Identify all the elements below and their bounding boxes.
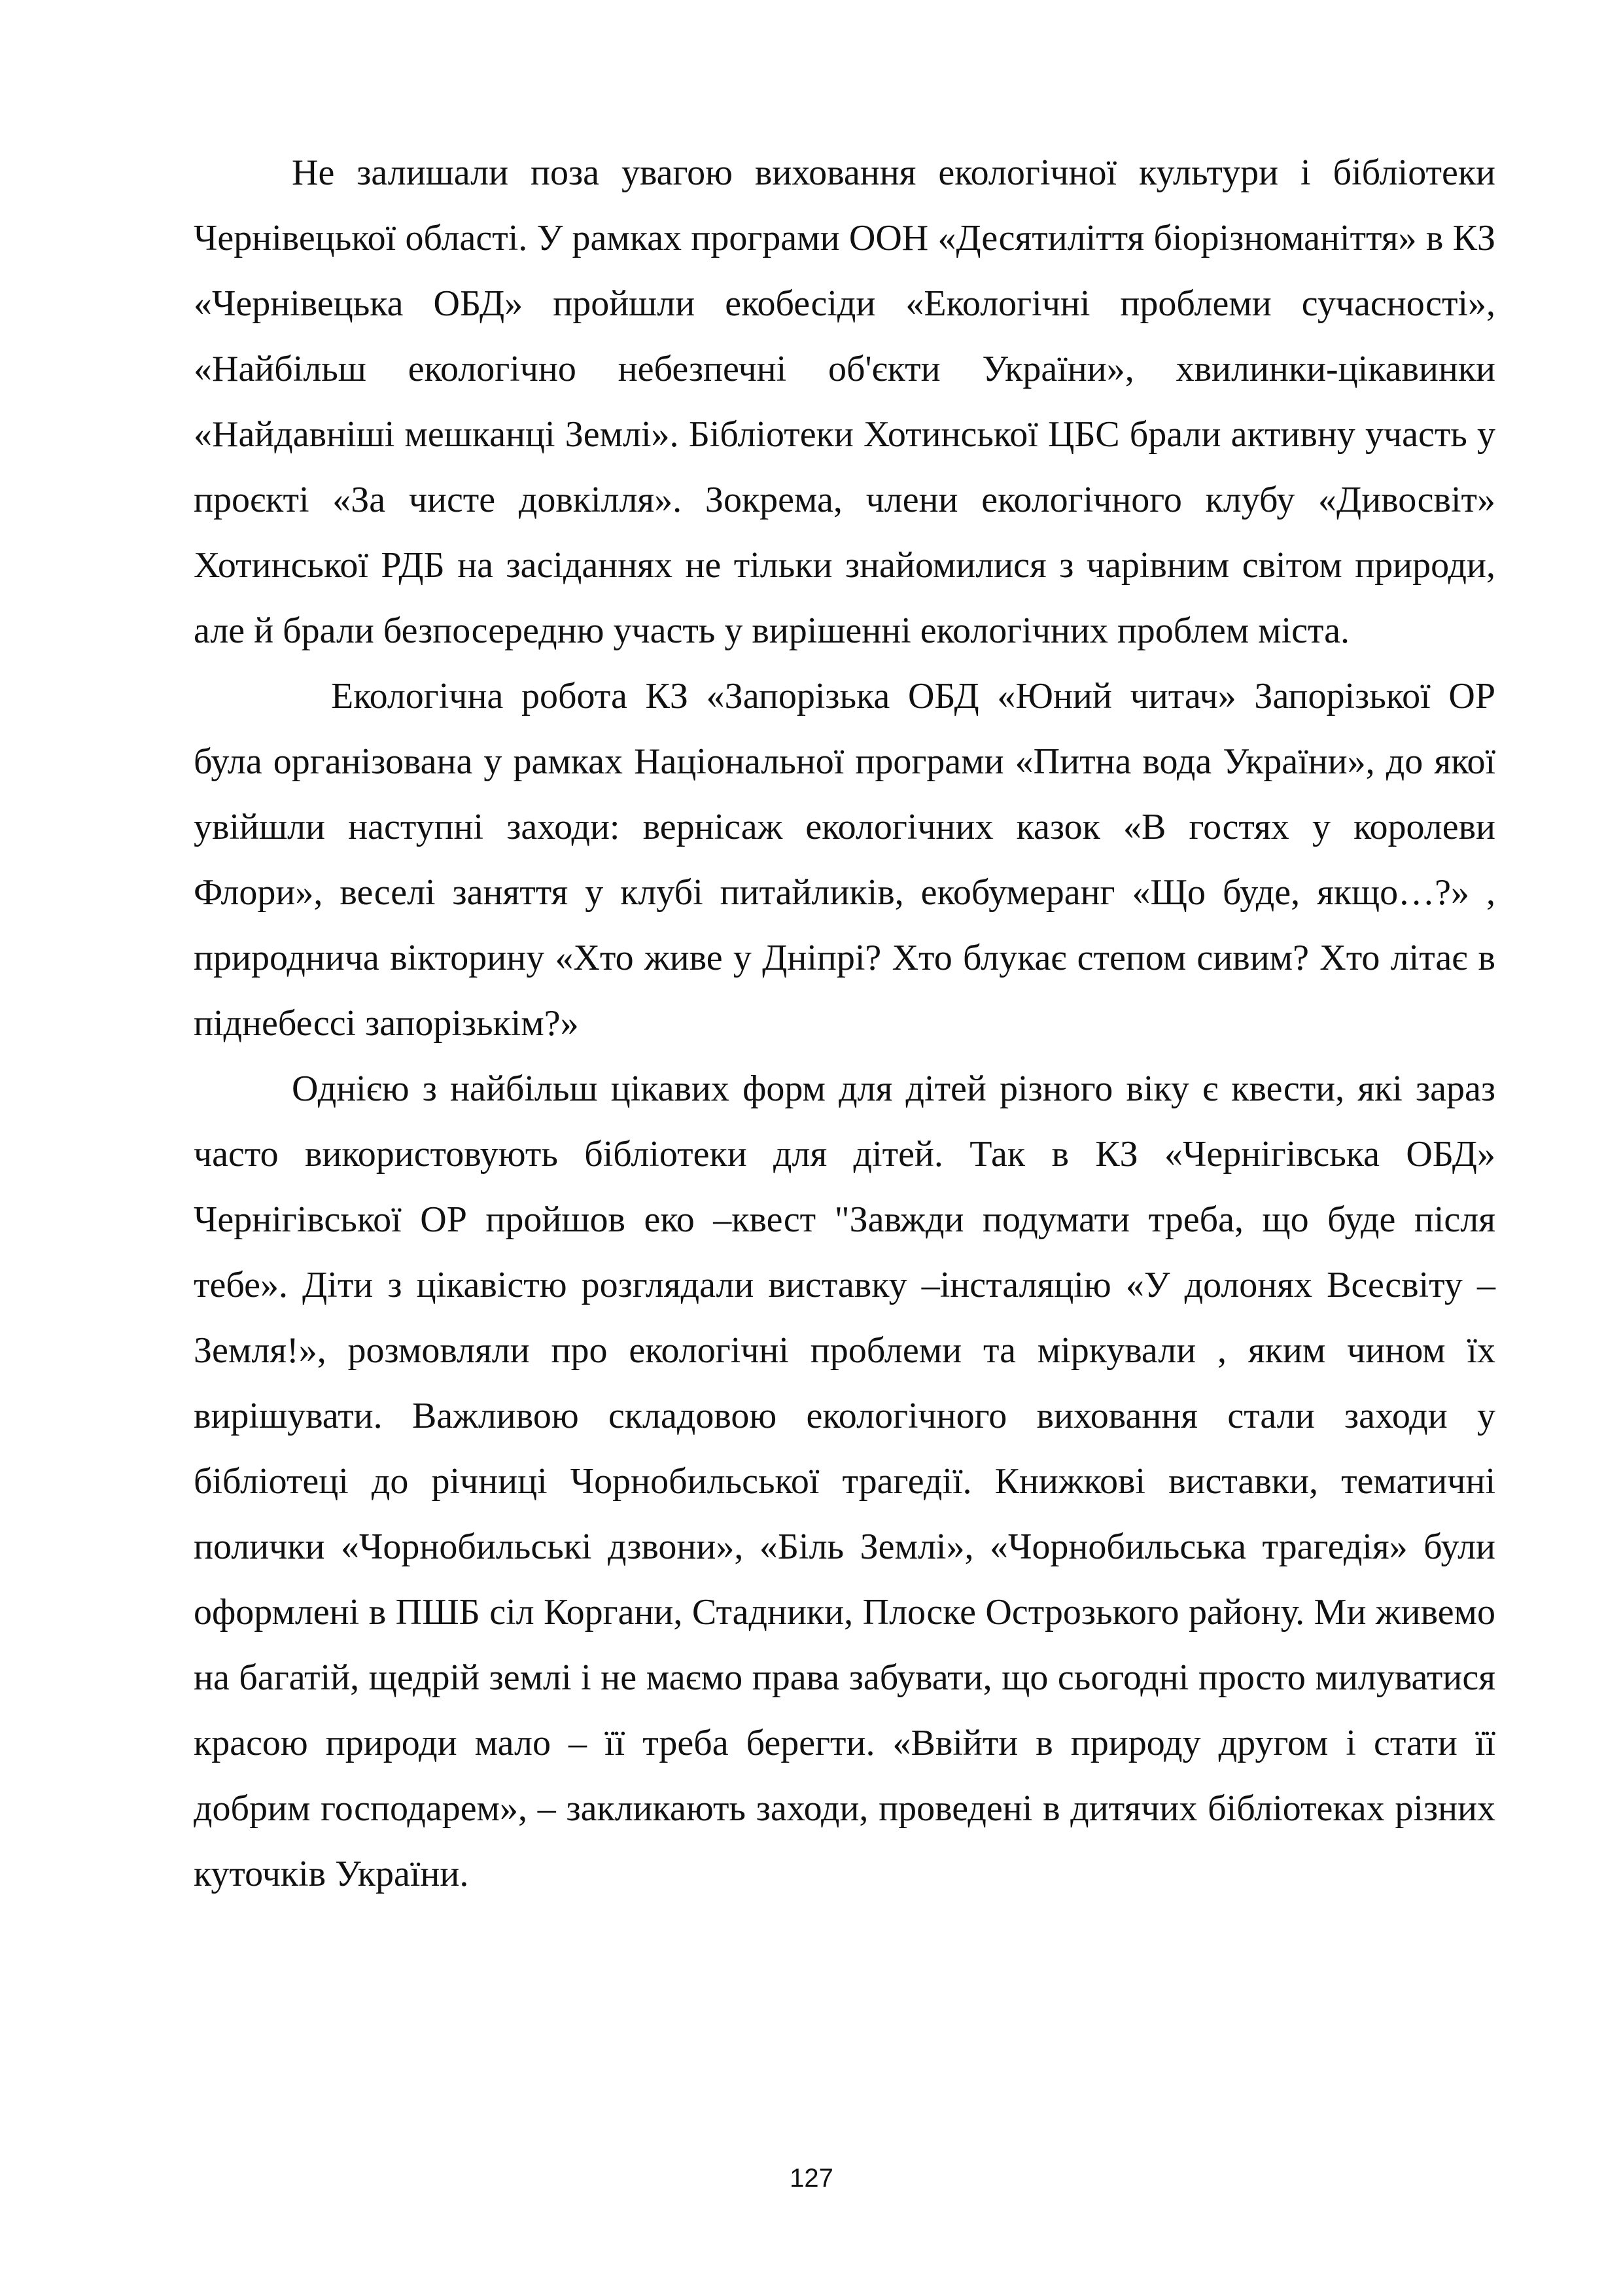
- body-text: [194, 140, 1495, 1907]
- paragraph-chernivtsi: Не залишали поза увагою виховання екологічної культури і бібліотеки Чернівецької області. У рамках програми ООН «Десятиліття біорізноманіття» в КЗ «Чернівецька ОБД» пройшли екобесіди «Екологічні проблеми сучасності», «Найбільш екологічно небезпечні об'єкти України», хвилинки-цікавинки «Найдавніші мешканці Землі». Бібліотеки Хотинської ЦБС брали активну участь у проєкті «За чисте довкілля». Зокрема, члени екологічного клубу «Дивосвіт» Хотинської РДБ на засіданнях не тільки знайомилися з чарівним світом природи, але й брали безпосередню участь у вирішенні екологічних проблем міста.: [194, 152, 1495, 651]
- paragraph-zaporizhzhia: Екологічна робота КЗ «Запорізька ОБД «Юний читач» Запорізької ОР була організована у рамках Національної програми «Питна вода України», до якої увійшли наступні заходи: вернісаж екологічних казок «В гостях у королеви Флори», веселі заняття у клубі питайликів, екобумеранг «Що буде, якщо…?» , природнича вікторину «Хто живе у Дніпрі? Хто блукає степом сивим? Хто літає в піднебессі запорізькім?»: [194, 676, 1495, 1044]
- paragraph-quests: Однією з найбільш цікавих форм для дітей різного віку є квести, які зараз часто використовують бібліотеки для дітей. Так в КЗ «Чернігівська ОБД» Чернігівської ОР пройшов еко –квест "Завжди подумати треба, що буде після тебе». Діти з цікавістю розглядали виставку –інсталяцію «У долонях Всесвіту – Земля!», розмовляли про екологічні проблеми та міркували , яким чином їх вирішувати. Важливою складовою екологічного виховання стали заходи у бібліотеці до річниці Чорнобильської трагедії. Книжкові виставки, тематичні полички «Чорнобильські дзвони», «Біль Землі», «Чорнобильська трагедія» були оформлені в ПШБ сіл Коргани, Стадники, Плоске Острозького району. Ми живемо на багатій, щедрій землі і не маємо права забувати, що сьогодні просто милуватися красою природи мало – її треба берегти. «Ввійти в природу другом і стати її добрим господарем», – закликають заходи, проведені в дитячих бібліотеках різних куточків України.: [194, 1069, 1495, 1894]
- page-number: 127: [790, 2164, 833, 2193]
